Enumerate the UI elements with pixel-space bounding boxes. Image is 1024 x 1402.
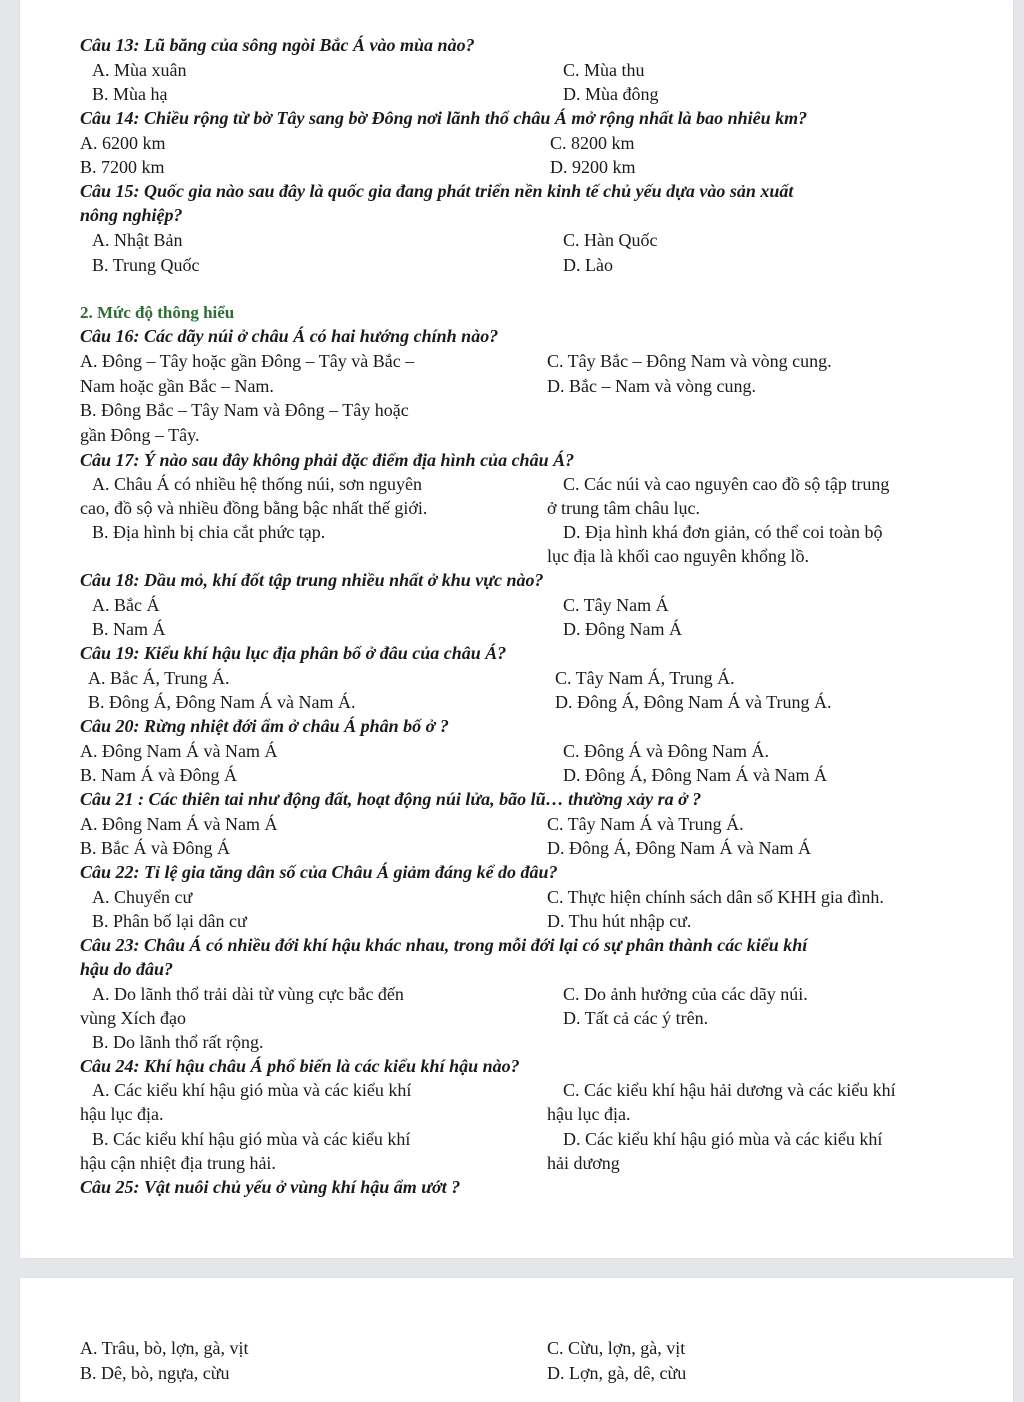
q24-option-c-line-2: hậu lục địa. [547,1104,631,1124]
q23-option-d: D. Tất cả các ý trên. [563,1008,709,1028]
q19-option-a: A. Bắc Á, Trung Á. [88,668,230,688]
q23-option-a-line-2: vùng Xích đạo [80,1008,186,1028]
q14-option-d: D. 9200 km [550,157,636,177]
q21-option-c: C. Tây Nam Á và Trung Á. [547,814,744,834]
q24-option-a-line-2: hậu lục địa. [80,1104,164,1124]
question-22: Câu 22: Tỉ lệ gia tăng dân số của Châu Á giảm đáng kể do đâu? [80,862,558,882]
q24-option-c-line-1: C. Các kiểu khí hậu hải dương và các kiểu khí [563,1080,896,1100]
q20-option-b: B. Nam Á và Đông Á [80,765,237,785]
q16-option-a-line-1: A. Đông – Tây hoặc gần Đông – Tây và Bắc – [80,351,415,371]
q13-option-d: D. Mùa đông [563,84,659,104]
q25-option-b: B. Dê, bò, ngựa, cừu [80,1363,230,1383]
question-17: Câu 17: Ý nào sau đây không phải đặc điểm địa hình của châu Á? [80,450,575,470]
q17-option-c-line-1: C. Các núi và cao nguyên cao đồ sộ tập trung [563,474,890,494]
q24-option-b-line-2: hậu cận nhiệt địa trung hải. [80,1153,276,1173]
q13-option-c: C. Mùa thu [563,60,645,80]
question-18: Câu 18: Dầu mỏ, khí đốt tập trung nhiều nhất ở khu vực nào? [80,570,544,590]
q18-option-a: A. Bắc Á [92,595,160,615]
q24-option-d-line-2: hải dương [547,1153,620,1173]
q17-option-a-line-2: cao, đồ sộ và nhiều đồng bằng bậc nhất thế giới. [80,498,428,518]
question-15-line-2: nông nghiệp? [80,205,183,225]
q17-option-a-line-1: A. Châu Á có nhiều hệ thống núi, sơn nguyên [92,474,422,494]
q18-option-b: B. Nam Á [92,619,166,639]
q23-option-b: B. Do lãnh thổ rất rộng. [92,1032,264,1052]
q15-option-d: D. Lào [563,255,613,275]
q24-option-a-line-1: A. Các kiểu khí hậu gió mùa và các kiểu khí [92,1080,412,1100]
q22-option-d: D. Thu hút nhập cư. [547,911,692,931]
q15-option-a: A. Nhật Bản [92,230,183,250]
question-25: Câu 25: Vật nuôi chủ yếu ở vùng khí hậu ẩm ướt ? [80,1177,461,1197]
page-sheet-1 [20,0,1013,1258]
section-heading: 2. Mức độ thông hiểu [80,303,235,322]
q21-option-d: D. Đông Á, Đông Nam Á và Nam Á [547,838,811,858]
q13-option-b: B. Mùa hạ [92,84,168,104]
q20-option-a: A. Đông Nam Á và Nam Á [80,741,278,761]
q17-option-b: B. Địa hình bị chia cắt phức tạp. [92,522,326,542]
question-14: Câu 14: Chiều rộng từ bờ Tây sang bờ Đông nơi lãnh thổ châu Á mở rộng nhất là bao nhiêu km? [80,108,808,128]
q14-option-a: A. 6200 km [80,133,166,153]
q22-option-b: B. Phân bố lại dân cư [92,911,247,931]
q20-option-c: C. Đông Á và Đông Nam Á. [563,741,769,761]
q22-option-a: A. Chuyển cư [92,887,193,907]
q24-option-d-line-1: D. Các kiểu khí hậu gió mùa và các kiểu khí [563,1129,883,1149]
q16-option-d: D. Bắc – Nam và vòng cung. [547,376,756,396]
q18-option-d: D. Đông Nam Á [563,619,682,639]
q19-option-b: B. Đông Á, Đông Nam Á và Nam Á. [88,692,356,712]
q15-option-b: B. Trung Quốc [92,255,200,275]
q17-option-c-line-2: ở trung tâm châu lục. [547,498,700,518]
q22-option-c: C. Thực hiện chính sách dân số KHH gia đình. [547,887,884,907]
q23-option-a-line-1: A. Do lãnh thổ trải dài từ vùng cực bắc đến [92,984,404,1004]
question-23-line-1: Câu 23: Châu Á có nhiều đới khí hậu khác nhau, trong mỗi đới lại có sự phân thành các kiểu khí [80,935,808,955]
q20-option-d: D. Đông Á, Đông Nam Á và Nam Á [563,765,827,785]
question-20: Câu 20: Rừng nhiệt đới ẩm ở châu Á phân bố ở ? [80,716,449,736]
q17-option-d-line-2: lục địa là khối cao nguyên khổng lồ. [547,546,809,566]
q14-option-b: B. 7200 km [80,157,165,177]
question-21: Câu 21 : Các thiên tai như động đất, hoạt động núi lửa, bão lũ… thường xảy ra ở ? [80,789,702,809]
q13-option-a: A. Mùa xuân [92,60,187,80]
q21-option-a: A. Đông Nam Á và Nam Á [80,814,278,834]
question-13: Câu 13: Lũ băng của sông ngòi Bắc Á vào mùa nào? [80,35,475,55]
question-19: Câu 19: Kiểu khí hậu lục địa phân bố ở đâu của châu Á? [80,643,507,663]
q25-option-a: A. Trâu, bò, lợn, gà, vịt [80,1338,249,1358]
q16-option-b-line-1: B. Đông Bắc – Tây Nam và Đông – Tây hoặc [80,400,409,420]
page-sheet-2 [20,1278,1013,1402]
question-15-line-1: Câu 15: Quốc gia nào sau đây là quốc gia đang phát triển nền kinh tế chủ yếu dựa vào sản xuất [80,181,794,201]
q25-option-d: D. Lợn, gà, dê, cừu [547,1363,687,1383]
question-16: Câu 16: Các dãy núi ở châu Á có hai hướng chính nào? [80,326,499,346]
q16-option-c: C. Tây Bắc – Đông Nam và vòng cung. [547,351,832,371]
q25-option-c: C. Cừu, lợn, gà, vịt [547,1338,686,1358]
q19-option-d: D. Đông Á, Đông Nam Á và Trung Á. [555,692,832,712]
q19-option-c: C. Tây Nam Á, Trung Á. [555,668,735,688]
q16-option-a-line-2: Nam hoặc gần Bắc – Nam. [80,376,274,396]
q24-option-b-line-1: B. Các kiểu khí hậu gió mùa và các kiểu khí [92,1129,411,1149]
q23-option-c: C. Do ảnh hưởng của các dãy núi. [563,984,808,1004]
question-24: Câu 24: Khí hậu châu Á phổ biến là các kiểu khí hậu nào? [80,1056,520,1076]
q21-option-b: B. Bắc Á và Đông Á [80,838,230,858]
q17-option-d-line-1: D. Địa hình khá đơn giản, có thể coi toàn bộ [563,522,883,542]
q15-option-c: C. Hàn Quốc [563,230,658,250]
question-23-line-2: hậu do đâu? [80,959,174,979]
q14-option-c: C. 8200 km [550,133,635,153]
q16-option-b-line-2: gần Đông – Tây. [80,425,200,445]
q18-option-c: C. Tây Nam Á [563,595,669,615]
